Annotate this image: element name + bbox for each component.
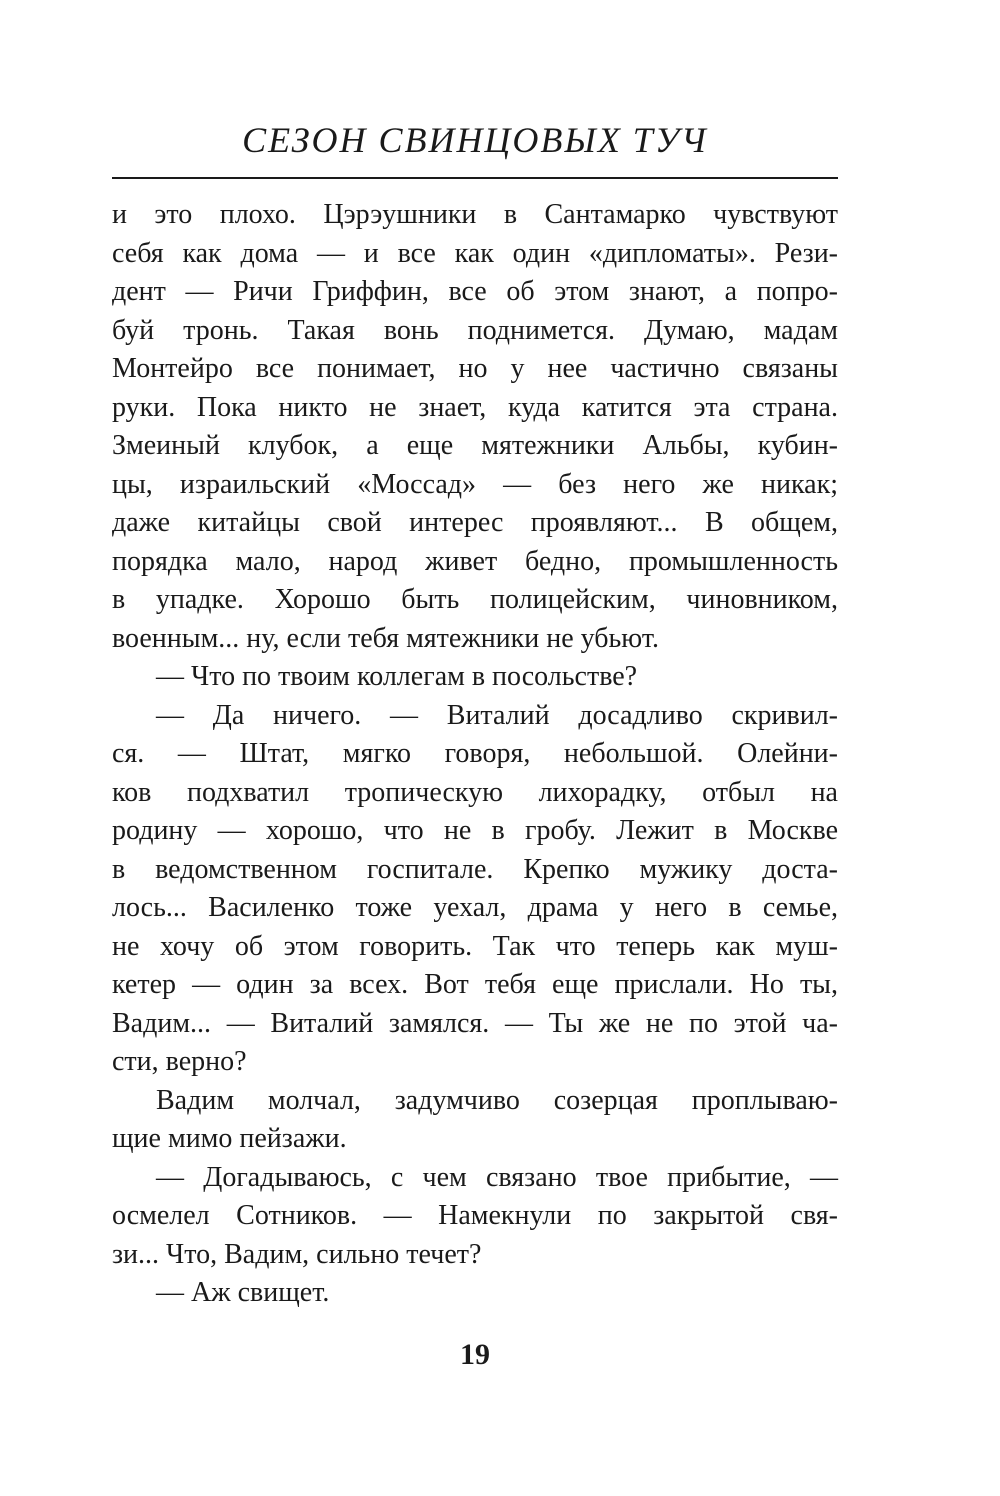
text-line: руки. Пока никто не знает, куда катится эта страна. [112, 391, 838, 423]
header-rule [112, 177, 838, 179]
text-line: в упадке. Хорошо быть полицейским, чиновником, [112, 584, 838, 615]
text-line: буй тронь. Такая вонь поднимется. Думаю, мадам [112, 314, 838, 346]
dialogue-line: — Что по твоим коллегам в посольстве? [156, 661, 638, 692]
text-line: родину — хорошо, что не в гробу. Лежит в Москве [112, 815, 838, 846]
text-line: военным... ну, если тебя мятежники не убьют. [112, 622, 659, 654]
text-line: щие мимо пейзажи. [112, 1123, 347, 1154]
text-line: зи... Что, Вадим, сильно течет? [112, 1238, 482, 1270]
text-line: Вадим молчал, задумчиво созерцая проплываю- [156, 1084, 838, 1116]
text-line: Монтейро все понимает, но у нее частично связаны [112, 353, 838, 384]
dialogue-line: — Да ничего. — Виталий досадливо скривил- [156, 699, 838, 731]
text-line: даже китайцы свой интерес проявляют... В общем, [112, 507, 838, 538]
text-line: Вадим... — Виталий замялся. — Ты же не по этой ча- [112, 1007, 838, 1039]
text-line: себя как дома — и все как один «дипломаты». Рези- [112, 237, 838, 269]
text-line: и это плохо. Цэрэушники в Сантамарко чувствуют [112, 199, 838, 230]
text-line: ся. — Штат, мягко говоря, небольшой. Олейни- [112, 738, 838, 769]
text-line: сти, верно? [112, 1046, 247, 1077]
running-head: СЕЗОН СВИНЦОВЫХ ТУЧ [242, 120, 708, 160]
text-line: не хочу об этом говорить. Так что теперь как муш- [112, 930, 838, 962]
text-line: цы, израильский «Моссад» — без него же никак; [112, 468, 838, 500]
text-line: лось... Василенко тоже уехал, драма у него в семье, [112, 892, 838, 923]
dialogue-line: — Аж свищет. [156, 1277, 330, 1308]
body-text [112, 196, 838, 1313]
text-line: ков подхватил тропическую лихорадку, отбыл на [112, 776, 838, 808]
text-line: осмелел Сотников. — Намекнули по закрытой свя- [112, 1200, 838, 1231]
text-line: Змеиный клубок, а еще мятежники Альбы, кубин- [112, 430, 838, 461]
text-line: порядка мало, народ живет бедно, промышленность [112, 545, 838, 577]
text-line: в ведомственном госпитале. Крепко мужику доста- [112, 853, 838, 885]
text-line: кетер — один за всех. Вот тебя еще прислали. Но ты, [112, 969, 838, 1000]
text-line: дент — Ричи Гриффин, все об этом знают, а попро- [112, 276, 838, 307]
dialogue-line: — Догадываюсь, с чем связано твое прибытие, — [156, 1161, 838, 1193]
page-number: 19 [460, 1338, 490, 1371]
